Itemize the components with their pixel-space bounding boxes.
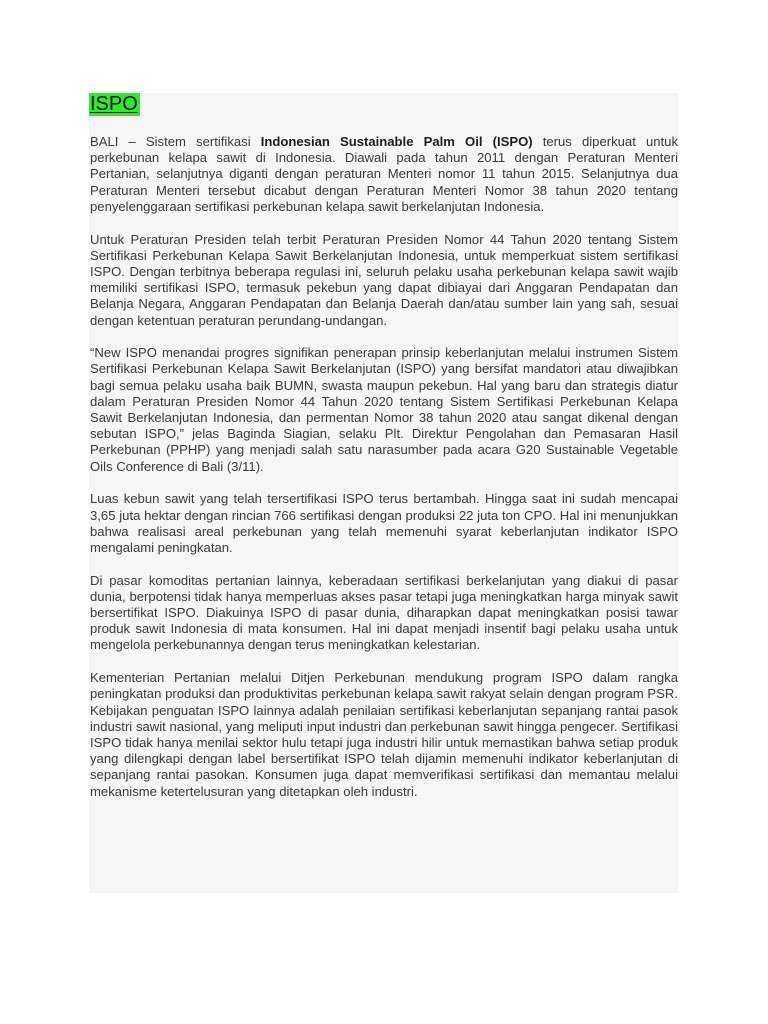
paragraph-1-bold-term: Indonesian Sustainable Palm Oil (ISPO): [260, 134, 533, 149]
paragraph-1-intro: BALI – Sistem sertifikasi: [90, 134, 261, 149]
paragraph-1: [90, 134, 678, 215]
document-title[interactable]: ISPO: [90, 93, 138, 115]
paragraph-4: Luas kebun sawit yang telah tersertifikasi ISPO terus bertambah. Hingga saat ini sudah mencapai 3,65 juta hektar dengan rincian 766 sertifikasi dengan produksi 22 juta ton CPO. Hal ini menunjukkan bahwa realisasi areal perkebunan yang telah memenuhi syarat keberlanjutan indikator ISPO mengalami peningkatan.: [90, 491, 678, 555]
document-page: [89, 93, 678, 893]
title-block: [89, 93, 140, 117]
paragraph-6: Kementerian Pertanian melalui Ditjen Perkebunan mendukung program ISPO dalam rangka peningkatan produksi dan produktivitas perkebunan kelapa sawit rakyat selain dengan program PSR. Kebijakan penguatan ISPO lainnya adalah penilaian sertifikasi keberlanjutan sepanjang rantai pasok industri sawit nasional, yang meliputi input industri dan perkebunan sawit hingga pengecer. Sertifikasi ISPO tidak hanya menilai sektor hulu tetapi juga industri hilir untuk memastikan bahwa setiap produk yang dilengkapi dengan label bersertifikat ISPO telah dijamin memenuhi indikator keberlanjutan di sepanjang rantai pasokan. Konsumen juga dapat memverifikasi sertifikasi dan memantau melalui mekanisme ketertelusuran yang ditetapkan oleh industri.: [90, 670, 678, 799]
paragraph-5: Di pasar komoditas pertanian lainnya, keberadaan sertifikasi berkelanjutan yang diakui di pasar dunia, berpotensi tidak hanya memperluas akses pasar tetapi juga meningkatkan harga minyak sawit bersertifikat ISPO. Diakuinya ISPO di pasar dunia, diharapkan dapat meningkatkan posisi tawar produk sawit Indonesia di mata konsumen. Hal ini dapat menjadi insentif bagi pelaku usaha untuk mengelola perkebunannya dengan terus meningkatkan kelestarian.: [90, 572, 678, 653]
paragraph-3: “New ISPO menandai progres signifikan penerapan prinsip keberlanjutan melalui instrumen Sistem Sertifikasi Perkebunan Kelapa Sawit Berkelanjutan (ISPO) yang bersifat mandatori atau diwajibkan bagi semua pelaku usaha baik BUMN, swasta maupun pekebun. Hal yang baru dan strategis diatur dalam Peraturan Presiden Nomor 44 Tahun 2020 tentang Sistem Sertifikasi Perkebunan Kelapa Sawit Berkelanjutan Indonesia, dan permentan Nomor 38 tahun 2020 atau sangat dikenal dengan sebutan ISPO,” jelas Baginda Siagian, selaku Plt. Direktur Pengolahan dan Pemasaran Hasil Perkebunan (PPHP) yang menjadi salah satu narasumber pada acara G20 Sustainable Vegetable Oils Conference di Bali (3/11).: [90, 345, 678, 474]
paragraph-1-rest: terus diperkuat untuk perkebunan kelapa sawit di Indonesia. Diawali pada tahun 2011 dengan Peraturan Menteri Pertanian, selanjutnya diganti dengan peraturan Menteri nomor 11 tahun 2015. Selanjutnya dua Peraturan Menteri tersebut dicabut dengan Peraturan Menteri Nomor 38 tahun 2020 tentang penyelenggaraan sertifikasi perkebunan kelapa sawit berkelanjutan Indonesia.: [90, 134, 678, 214]
paragraph-2: Untuk Peraturan Presiden telah terbit Peraturan Presiden Nomor 44 Tahun 2020 tentang Sistem Sertifikasi Perkebunan Kelapa Sawit Berkelanjutan Indonesia, untuk memperkuat sistem sertifikasi ISPO. Dengan terbitnya beberapa regulasi ini, seluruh pelaku usaha perkebunan kelapa sawit wajib memiliki sertifikasi ISPO, termasuk pekebun yang dapat dibiayai dari Anggaran Pendapatan dan Belanja Negara, Anggaran Pendapatan dan Belanja Daerah dan/atau sumber lain yang sah, sesuai dengan ketentuan peraturan perundang-undangan.: [90, 231, 678, 328]
article-body: [90, 134, 678, 816]
